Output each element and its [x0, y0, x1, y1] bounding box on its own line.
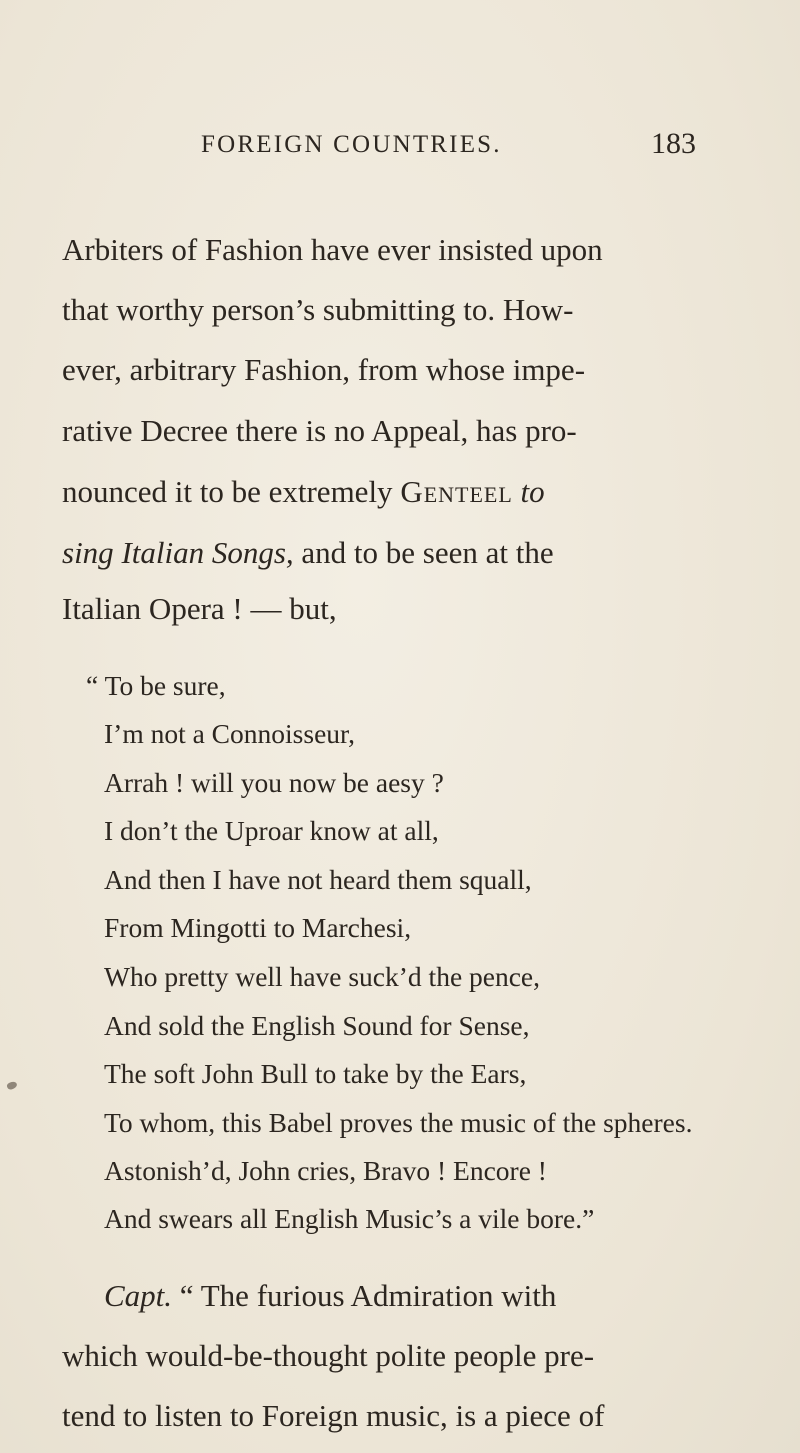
text-line: ever, arbitrary Fashion, from whose impe- [62, 352, 586, 387]
text-run: “ The furious Admiration with [172, 1278, 557, 1313]
text-run: and to be seen at the [293, 535, 554, 570]
verse-line: Astonish’d, John cries, Bravo ! Encore ! [104, 1155, 547, 1186]
text-line [62, 474, 545, 510]
text-line: Italian Opera ! — but, [62, 591, 337, 626]
text-line: Arbiters of Fashion have ever insisted upon [62, 232, 603, 267]
verse-line: And then I have not heard them squall, [104, 864, 532, 895]
text-line: which would-be-thought polite people pre- [62, 1338, 595, 1373]
text-line: rative Decree there is no Appeal, has pro- [62, 413, 577, 448]
verse-line: Arrah ! will you now be aesy ? [104, 767, 444, 798]
text-line [104, 1278, 556, 1314]
paper-blemish [6, 1080, 18, 1091]
verse-line: “ To be sure, [86, 670, 226, 701]
text-line: tend to listen to Foreign music, is a piece of [62, 1398, 605, 1433]
verse-line: I don’t the Uproar know at all, [104, 815, 439, 846]
page-number: 183 [651, 127, 696, 160]
text-line: that worthy person’s submitting to. How- [62, 292, 574, 327]
genteel-smallcaps: Genteel [400, 474, 513, 509]
verse-line: And sold the English Sound for Sense, [104, 1010, 530, 1041]
italic-run: to [512, 474, 545, 509]
verse-line: The soft John Bull to take by the Ears, [104, 1058, 527, 1089]
verse-line: I’m not a Connoisseur, [104, 718, 355, 749]
speaker-name: Capt. [104, 1278, 173, 1313]
text-line [62, 535, 554, 571]
running-head: FOREIGN COUNTRIES. [201, 131, 502, 158]
page-header [0, 127, 800, 167]
verse-line: Who pretty well have suck’d the pence, [104, 961, 541, 992]
verse-line: And swears all English Music’s a vile bore.” [104, 1203, 595, 1234]
italic-run: Italian Songs, [121, 535, 294, 570]
text-run: nounced it to be extremely [62, 474, 401, 509]
italic-run: sing [62, 535, 114, 570]
verse-line: From Mingotti to Marchesi, [104, 912, 412, 943]
verse-line: To whom, this Babel proves the music of the spheres. [104, 1107, 693, 1138]
